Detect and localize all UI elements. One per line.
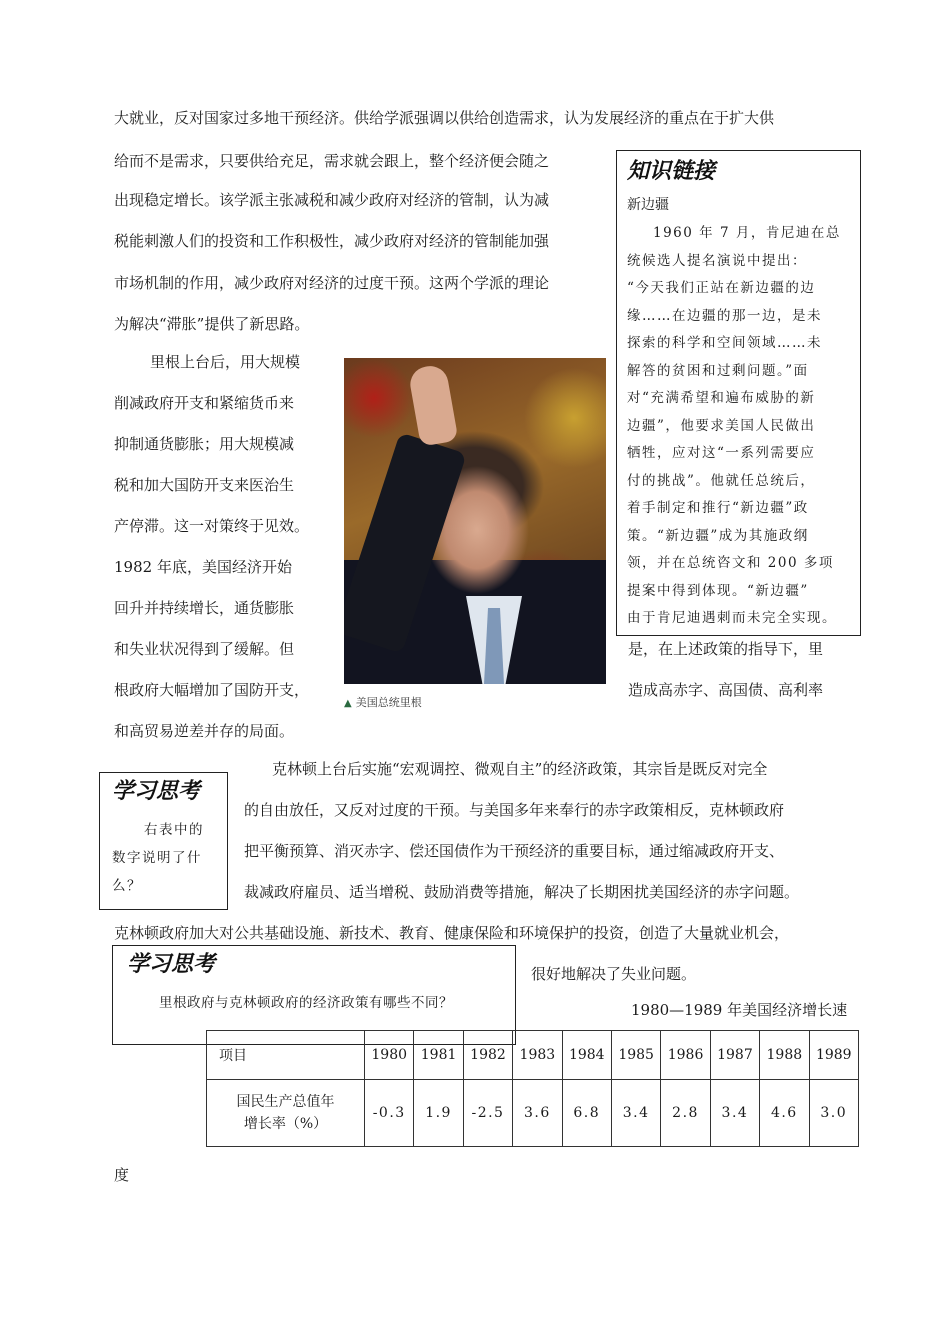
clinton-line: 把平衡预算、消灭赤字、偿还国债作为干预经济的重要目标，通过缩减政府开支、	[244, 842, 785, 860]
table-caption: 1980—1989 年美国经济增长速	[631, 1001, 848, 1019]
clinton-line: 的自由放任，又反对过度的干预。与美国多年来奉行的赤字政策相反，克林顿政府	[244, 801, 785, 819]
knowledge-line: 由于肯尼迪遇刺而未完全实现。	[627, 610, 837, 626]
year-cell: 1986	[661, 1031, 710, 1080]
year-cell: 1988	[760, 1031, 809, 1080]
knowledge-line: 付的挑战”。他就任总统后，	[627, 473, 816, 489]
body-left-line: 税和加大国防开支来医治生	[114, 476, 295, 494]
study-think-line: 数字说明了什	[112, 850, 202, 866]
value-cell: -0.3	[365, 1080, 414, 1147]
study-think-question: 里根政府与克林顿政府的经济政策有哪些不同？	[159, 995, 453, 1011]
table-caption-tail: 度	[114, 1166, 130, 1184]
clinton-line: 克林顿上台后实施“宏观调控、微观自主”的经济政策，其宗旨是既反对完全	[272, 760, 768, 778]
row-label-line-2: 增长率（%）	[243, 1116, 328, 1132]
body-right-fragment: 是，在上述政策的指导下，里	[628, 640, 824, 658]
table-data-row	[207, 1080, 859, 1147]
body-left-line: 产停滞。这一对策终于见效。	[114, 517, 310, 535]
table-corner-label: 项目	[207, 1031, 365, 1080]
knowledge-line: 领，并在总统咨文和 200 多项	[627, 555, 834, 571]
table-row-label	[207, 1080, 365, 1147]
year-cell: 1982	[463, 1031, 512, 1080]
knowledge-line: 策。“新边疆”成为其施政纲	[627, 528, 809, 544]
growth-table	[206, 1030, 859, 1147]
body-line-4: 税能刺激人们的投资和工作积极性，减少政府对经济的管制能加强	[114, 232, 550, 250]
value-cell: 2.8	[661, 1080, 710, 1147]
knowledge-line: 着手制定和推行“新边疆”政	[627, 500, 809, 516]
caption-triangle-icon: ▲	[344, 698, 352, 709]
knowledge-line: 边疆”，他要求美国人民做出	[627, 418, 816, 434]
body-left-line: 根政府大幅增加了国防开支，	[114, 681, 310, 699]
knowledge-line: 缘……在边疆的那一边，是未	[627, 308, 822, 324]
year-cell: 1985	[611, 1031, 660, 1080]
study-think-box-1	[99, 772, 228, 910]
clinton-line: 克林顿政府加大对公共基础设施、新技术、教育、健康保险和环境保护的投资，创造了大量就业机会，	[114, 924, 790, 942]
knowledge-line: 提案中得到体现。“新边疆”	[627, 583, 809, 599]
body-left-line: 削减政府开支和紧缩货币来	[114, 394, 295, 412]
body-left-line: 抑制通货膨胀；用大规模减	[114, 435, 295, 453]
value-cell: -2.5	[463, 1080, 512, 1147]
value-cell: 4.6	[760, 1080, 809, 1147]
study-think-line: 么？	[112, 878, 142, 894]
year-cell: 1981	[414, 1031, 463, 1080]
knowledge-line: 1960 年 7 月，肯尼迪在总	[653, 225, 841, 241]
year-cell: 1987	[710, 1031, 759, 1080]
body-line-after-photo: 和高贸易逆差并存的局面。	[114, 722, 295, 740]
knowledge-line: 探索的科学和空间领域……未	[627, 335, 822, 351]
value-cell: 6.8	[562, 1080, 611, 1147]
year-cell: 1984	[562, 1031, 611, 1080]
photo-waving-hand	[408, 363, 459, 446]
knowledge-line: “今天我们正站在新边疆的边	[627, 280, 816, 296]
body-left-line: 1982 年底，美国经济开始	[114, 558, 292, 576]
knowledge-link-box	[616, 150, 861, 636]
body-left-line: 和失业状况得到了缓解。但	[114, 640, 295, 658]
body-line-5: 市场机制的作用，减少政府对经济的过度干预。这两个学派的理论	[114, 274, 550, 292]
photo-caption-text: 美国总统里根	[355, 696, 422, 709]
body-left-line: 回升并持续增长，通货膨胀	[114, 599, 295, 617]
knowledge-line: 牺牲，应对这“一系列需要应	[627, 445, 816, 461]
clinton-line: 裁减政府雇员、适当增税、鼓励消费等措施，解决了长期困扰美国经济的赤字问题。	[244, 883, 800, 901]
value-cell: 3.4	[710, 1080, 759, 1147]
body-left-line: 里根上台后，用大规模	[150, 353, 301, 371]
knowledge-link-subtitle: 新边疆	[627, 197, 669, 213]
photo-arm	[344, 432, 467, 653]
value-cell: 3.0	[809, 1080, 858, 1147]
clinton-line: 很好地解决了失业问题。	[531, 965, 697, 983]
year-cell: 1983	[513, 1031, 562, 1080]
knowledge-line: 统候选人提名演说中提出：	[627, 253, 807, 269]
year-cell: 1989	[809, 1031, 858, 1080]
knowledge-link-title: 知识链接	[627, 159, 716, 184]
photo-caption	[344, 696, 422, 711]
body-line-3: 出现稳定增长。该学派主张减税和减少政府对经济的管制，认为减	[114, 191, 550, 209]
study-think-title-2: 学习思考	[127, 952, 216, 977]
knowledge-line: 对“充满希望和遍布威胁的新	[627, 390, 816, 406]
reagan-photo	[344, 358, 606, 684]
body-line-2: 给而不是需求，只要供给充足，需求就会跟上，整个经济便会随之	[114, 152, 550, 170]
table-header-row	[207, 1031, 859, 1080]
value-cell: 3.4	[611, 1080, 660, 1147]
study-think-line: 右表中的	[144, 822, 204, 838]
value-cell: 1.9	[414, 1080, 463, 1147]
knowledge-line: 解答的贫困和过剩问题。”面	[627, 363, 809, 379]
body-line-6: 为解决“滞胀”提供了新思路。	[114, 315, 310, 333]
body-line-1: 大就业，反对国家过多地干预经济。供给学派强调以供给创造需求，认为发展经济的重点在于扩大供	[114, 109, 775, 127]
body-right-fragment: 造成高赤字、高国债、高利率	[628, 681, 824, 699]
value-cell: 3.6	[513, 1080, 562, 1147]
study-think-title-1: 学习思考	[112, 779, 201, 804]
row-label-line-1: 国民生产总值年	[236, 1094, 335, 1110]
year-cell: 1980	[365, 1031, 414, 1080]
